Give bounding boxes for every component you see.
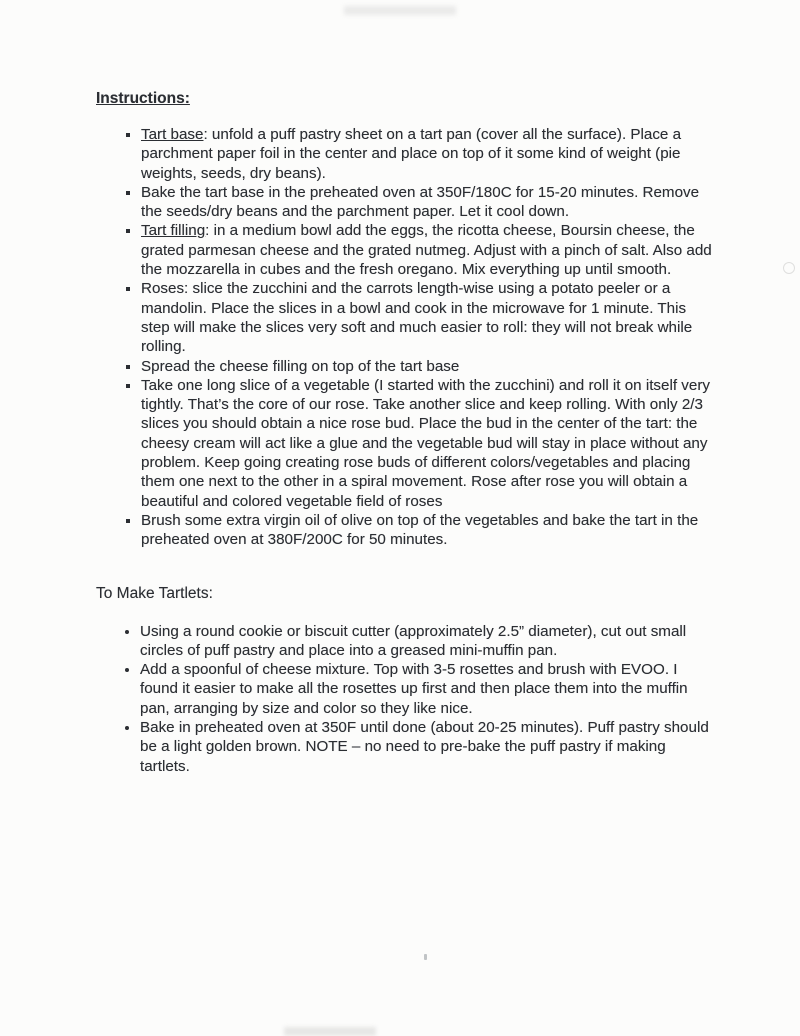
tartlets-heading: To Make Tartlets: — [96, 584, 213, 602]
instruction-text: Take one long slice of a vegetable (I started with the zucchini) and roll it on itself very tightly. That’s the core of our rose. Take another slice and keep rolling. With only 2/3 slices you should obtain a nice rose bud. Place the bud in the center of the tart: the cheesy cream will act like a glue and the vegetable bud will stay in place without any problem. Keep going creating rose buds of different colors/vegetables and placing them one next to the other in a spiral movement. Rose after rose you will obtain a beautiful and colored vegetable field of roses — [141, 376, 710, 510]
tartlet-item — [140, 622, 714, 661]
instruction-text: : in a medium bowl add the eggs, the ricotta cheese, Boursin cheese, the grated parmesan cheese and the grated nutmeg. Adjust with a pinch of salt. Also add the mozzarella in cubes and the fresh oregano. Mix everything up until smooth. — [141, 222, 712, 279]
instruction-lead: Tart base — [141, 126, 204, 143]
instruction-text: Bake the tart base in the preheated oven at 350F/180C for 15-20 minutes. Remove the seeds/dry beans and the parchment paper. Let it cool down. — [141, 183, 700, 221]
instruction-item — [141, 279, 714, 356]
instruction-item — [141, 357, 714, 376]
scan-bleedthrough-top — [344, 6, 456, 15]
instructions-heading: Instructions: — [96, 90, 190, 107]
instruction-text: : unfold a puff pastry sheet on a tart pan (cover all the surface). Place a parchment paper foil in the center and place on top of it some kind of weight (pie weights, seeds, dry beans). — [141, 126, 682, 182]
tartlet-text: Bake in preheated oven at 350F until done (about 20-25 minutes). Puff pastry should be a light golden brown. NOTE – no need to pre-bake the puff pastry if making tartlets. — [140, 719, 709, 775]
instructions-list — [96, 125, 714, 550]
instruction-item — [141, 183, 714, 222]
instruction-text: Brush some extra virgin oil of olive on top of the vegetables and bake the tart in the preheated oven at 380F/200C for 50 minutes. — [141, 511, 699, 549]
tartlet-item — [140, 660, 714, 718]
scan-mark-right-edge — [783, 262, 795, 274]
tartlet-text: Add a spoonful of cheese mixture. Top with 3-5 rosettes and brush with EVOO. I found it easier to make all the rosettes up first and then place them into the muffin pan, arranging by size and color so they like nice. — [140, 661, 688, 717]
instruction-lead: Tart filling — [141, 222, 206, 240]
scan-speck — [424, 954, 427, 960]
tartlets-list — [96, 622, 714, 776]
tartlet-item — [140, 718, 714, 776]
instruction-item — [141, 511, 714, 550]
instruction-text: Spread the cheese filling on top of the tart base — [141, 357, 460, 375]
instruction-item — [141, 376, 714, 511]
tartlet-text: Using a round cookie or biscuit cutter (approximately 2.5” diameter), cut out small circles of puff pastry and place into a greased mini-muffin pan. — [140, 622, 687, 659]
instruction-text: Roses: slice the zucchini and the carrots length-wise using a potato peeler or a mandolin. Place the slices in a bowl and cook in the microwave for 1 minute. This step will make the slices very soft and much easier to roll: they will not break while rolling. — [141, 280, 693, 356]
instruction-item — [141, 125, 714, 183]
instruction-item — [141, 221, 714, 279]
